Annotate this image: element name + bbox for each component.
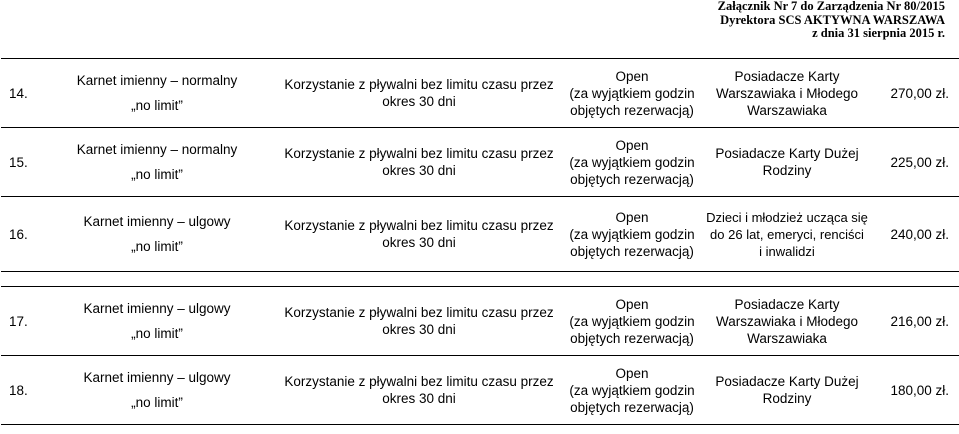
eligibility-line-2: Warszawiaka i Młodego	[715, 85, 859, 101]
eligibility-line-2: Rodziny	[762, 391, 812, 406]
eligibility-line-1: Dzieci i młodzież ucząca się	[706, 209, 868, 225]
table-row	[1, 287, 959, 356]
ticket-name: Karnet imienny – normalny	[76, 142, 238, 157]
row-number: 17.	[1, 287, 37, 356]
price-value: 225,00 zł.	[871, 128, 959, 197]
hours-open: Open	[615, 296, 649, 312]
usage-text: Korzystanie z pływalni bez limitu czasu przez	[284, 374, 554, 389]
eligibility-line-1: Posiadacze Karty Dużej	[715, 146, 859, 161]
ticket-variant: „no limit”	[131, 326, 183, 341]
table-spacer	[1, 272, 959, 287]
price-value: 270,00 zł.	[871, 59, 959, 128]
price-value: 240,00 zł.	[871, 197, 959, 272]
row-number: 18.	[1, 356, 37, 425]
table-row	[1, 356, 959, 425]
eligibility-cell	[703, 287, 871, 356]
ticket-variant: „no limit”	[131, 167, 183, 182]
usage-text: Korzystanie z pływalni bez limitu czasu przez	[284, 218, 554, 233]
hours-note-1: (za wyjątkiem godzin	[569, 154, 695, 170]
ticket-name: Karnet imienny – ulgowy	[83, 214, 231, 229]
eligibility-cell	[703, 59, 871, 128]
hours-note-1: (za wyjątkiem godzin	[569, 313, 695, 329]
usage-cell	[277, 128, 561, 197]
ticket-name-cell	[37, 197, 277, 272]
hours-cell	[561, 356, 703, 425]
hours-note-1: (za wyjątkiem godzin	[569, 85, 695, 101]
price-value: 180,00 zł.	[871, 356, 959, 425]
hours-note-2: objętych rezerwacją)	[570, 330, 694, 346]
eligibility-cell	[703, 356, 871, 425]
usage-text: Korzystanie z pływalni bez limitu czasu przez	[284, 146, 554, 161]
hours-note-2: objętych rezerwacją)	[570, 102, 694, 118]
hours-open: Open	[615, 365, 649, 381]
eligibility-line-2: Warszawiaka i Młodego	[715, 313, 859, 329]
document-header	[640, 0, 945, 41]
ticket-name: Karnet imienny – ulgowy	[83, 301, 231, 316]
usage-period: okres 30 dni	[382, 163, 456, 178]
usage-cell	[277, 356, 561, 425]
price-value: 216,00 zł.	[871, 287, 959, 356]
price-table	[1, 58, 959, 425]
ticket-name: Karnet imienny – ulgowy	[83, 370, 231, 385]
ticket-name: Karnet imienny – normalny	[76, 73, 238, 88]
ticket-variant: „no limit”	[131, 239, 183, 254]
table-row	[1, 59, 959, 128]
hours-note-2: objętych rezerwacją)	[570, 399, 694, 415]
table-row	[1, 197, 959, 272]
usage-cell	[277, 59, 561, 128]
ticket-variant: „no limit”	[131, 98, 183, 113]
usage-cell	[277, 197, 561, 272]
hours-open: Open	[615, 68, 649, 84]
header-director-line: Dyrektora SCS AKTYWNA WARSZAWA	[720, 12, 945, 27]
hours-note-2: objętych rezerwacją)	[570, 171, 694, 187]
row-number: 16.	[1, 197, 37, 272]
ticket-name-cell	[37, 287, 277, 356]
eligibility-line-3: Warszawiaka	[747, 102, 827, 118]
ticket-name-cell	[37, 128, 277, 197]
eligibility-line-3: i inwalidzi	[759, 243, 815, 259]
eligibility-line-1: Posiadacze Karty Dużej	[715, 374, 859, 389]
header-date-line: z dnia 31 sierpnia 2015 r.	[812, 26, 945, 40]
hours-cell	[561, 128, 703, 197]
usage-period: okres 30 dni	[382, 322, 456, 337]
eligibility-cell	[703, 128, 871, 197]
hours-note-1: (za wyjątkiem godzin	[569, 226, 695, 242]
header-attachment-line: Załącznik Nr 7 do Zarządzenia Nr 80/2015	[717, 0, 945, 13]
hours-open: Open	[615, 209, 649, 225]
hours-cell	[561, 287, 703, 356]
usage-period: okres 30 dni	[382, 235, 456, 250]
hours-cell	[561, 197, 703, 272]
usage-text: Korzystanie z pływalni bez limitu czasu przez	[284, 305, 554, 320]
eligibility-line-1: Posiadacze Karty	[734, 68, 840, 84]
hours-cell	[561, 59, 703, 128]
usage-cell	[277, 287, 561, 356]
usage-text: Korzystanie z pływalni bez limitu czasu przez	[284, 77, 554, 92]
usage-period: okres 30 dni	[382, 391, 456, 406]
ticket-name-cell	[37, 59, 277, 128]
eligibility-line-3: Warszawiaka	[747, 330, 827, 346]
usage-period: okres 30 dni	[382, 94, 456, 109]
hours-note-1: (za wyjątkiem godzin	[569, 382, 695, 398]
ticket-variant: „no limit”	[131, 395, 183, 410]
eligibility-line-1: Posiadacze Karty	[734, 296, 840, 312]
hours-open: Open	[615, 137, 649, 153]
table-row	[1, 128, 959, 197]
row-number: 14.	[1, 59, 37, 128]
eligibility-cell	[703, 197, 871, 272]
ticket-name-cell	[37, 356, 277, 425]
eligibility-line-2: do 26 lat, emeryci, renciści	[710, 226, 864, 242]
hours-note-2: objętych rezerwacją)	[570, 243, 694, 259]
eligibility-line-2: Rodziny	[762, 163, 812, 178]
row-number: 15.	[1, 128, 37, 197]
